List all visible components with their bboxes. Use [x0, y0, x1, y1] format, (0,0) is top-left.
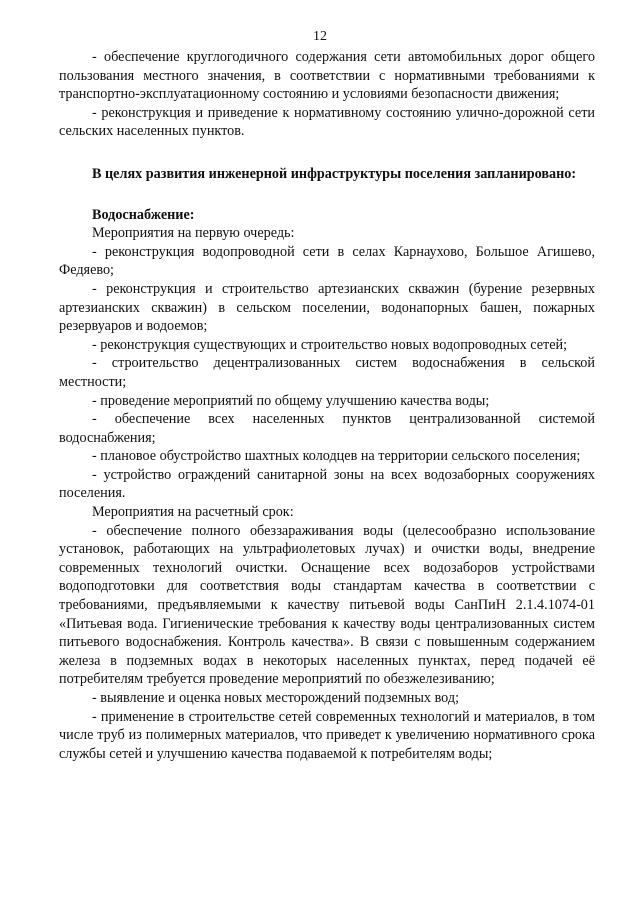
page-number: 12 [313, 29, 327, 44]
design-stage-item: - применение в строительстве сетей современных технологий и материалов, в том числе труб из полимерных материалов, что приведет к увеличению нормативного срока службы сетей и улучшению качества подаваемой к потребителям воды; [59, 708, 595, 762]
section-heading: В целях развития инженерной инфраструктуры поселения запланировано: [92, 165, 577, 182]
first-stage-item: - реконструкция существующих и строительство новых водопроводных сетей; [92, 336, 568, 353]
first-stage-item: - плановое обустройство шахтных колодцев на территории сельского поселения; [92, 448, 581, 465]
first-stage-item: - обеспечение всех населенных пунктов централизованной системой водоснабжения; [59, 411, 595, 446]
first-stage-item: - реконструкция водопроводной сети в селах Карнаухово, Большое Агишево, Федяево; [59, 243, 595, 279]
first-stage-item: - строительство децентрализованных систем водоснабжения в сельской местности; [59, 355, 595, 390]
design-stage-label: Мероприятия на расчетный срок: [92, 504, 294, 521]
road-reconstruction-paragraph: - реконструкция и приведение к нормативному состоянию улично-дорожной сети сельских населенных пунктов. [59, 104, 595, 140]
design-stage-item: - выявление и оценка новых месторождений подземных вод; [92, 690, 460, 706]
first-stage-item: - устройство ограждений санитарной зоны на всех водозаборных сооружениях поселения. [59, 466, 595, 502]
water-supply-heading: Водоснабжение: [92, 206, 195, 223]
first-stage-label: Мероприятия на первую очередь: [92, 225, 295, 242]
page-content [59, 48, 595, 763]
design-stage-item: - обеспечение полного обеззараживания воды (целесообразно использование установок, работающих на ультрафиолетовых лучах) и очистки воды, внедрение современных технологий очистки. Оснащение всех водозаборов устройствами водоподготовки для соответствия воды стандартам качества в соответствии с требованиями, предъявляемыми к качеству питьевой воды СанПиН 2.1.4.1074-01 «Питьевая вода. Гигиенические требования к качеству воды централизованных систем питьевого водоснабжения. Контроль качества». В связи с повышенным содержанием железа в подземных водах в некоторых населенных пунктах, перед подачей её потребителям требуется проведение мероприятий по обезжелезиванию; [59, 522, 595, 688]
road-maintenance-paragraph: - обеспечение круглогодичного содержания сети автомобильных дорог общего пользования местного значения, в соответствии с нормативными требованиями к транспортно-эксплуатационному состоянию и условиями безопасности движения; [59, 49, 595, 103]
first-stage-item: - проведение мероприятий по общему улучшению качества воды; [92, 392, 490, 409]
first-stage-item: - реконструкция и строительство артезианских скважин (бурение резервных артезианских скважин) в сельском поселении, водонапорных башен, пожарных резервуаров и водоемов; [59, 280, 595, 335]
